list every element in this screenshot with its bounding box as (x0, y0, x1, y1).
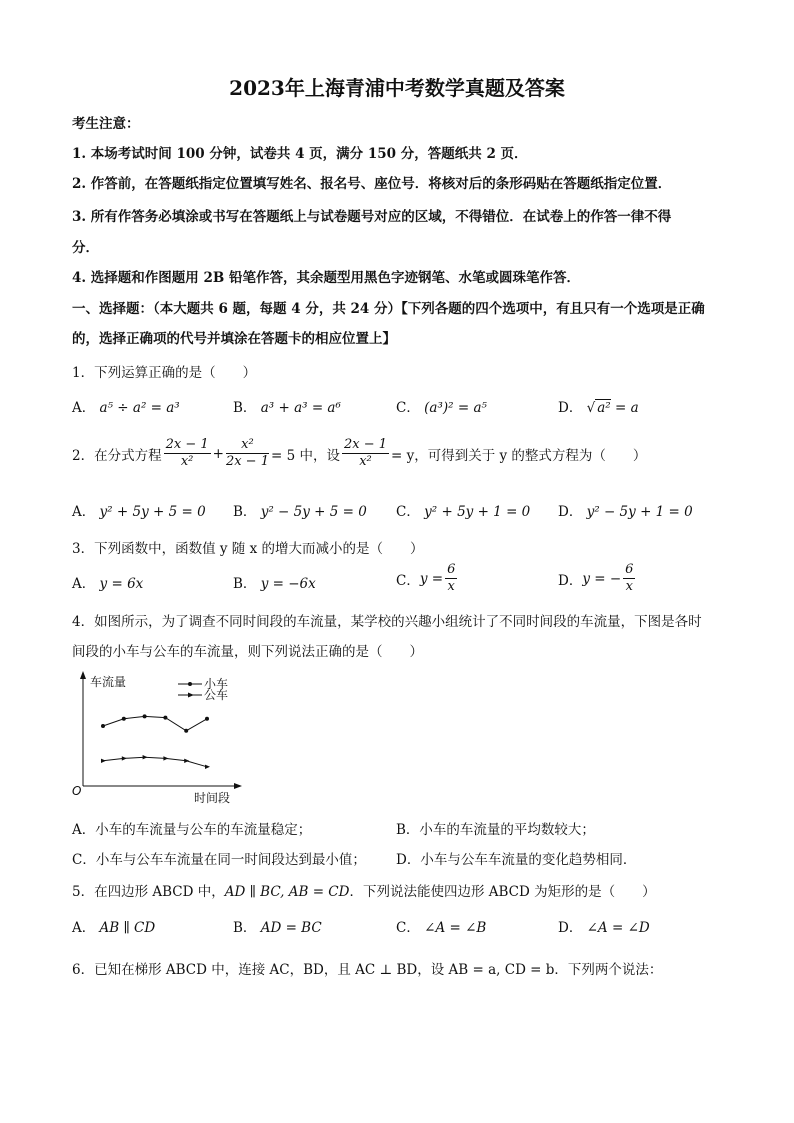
q2-f1-den: x² (180, 454, 194, 469)
q3-c-num: 6 (447, 562, 456, 577)
q5-c-text: ∠A = ∠B (424, 920, 487, 936)
series-0-point-1 (122, 717, 126, 721)
q2-fraction-3 (342, 437, 389, 470)
q1-d-rhs: = a (610, 400, 639, 416)
q2-stem (72, 437, 646, 470)
series-1-point-0 (101, 759, 106, 763)
series-1-point-3 (163, 756, 168, 760)
q3-c-label: C． (396, 572, 420, 589)
q2-option-d (558, 500, 693, 520)
q1-option-c (396, 396, 487, 416)
q3-c-fraction (445, 562, 457, 595)
q3-a-text: y = 6x (99, 576, 144, 592)
q2-stem-post: = y，可得到关于 y 的整式方程为（ ） (390, 447, 647, 464)
series-0-point-0 (101, 724, 105, 728)
q3-b-text: y = −6x (260, 576, 316, 592)
q1-option-d (558, 396, 639, 416)
q2-f2-num: x² (226, 437, 269, 454)
notice-item-1: 1. 本场考试时间 100 分钟，试卷共 4 页，满分 150 分，答题纸共 2 页． (72, 146, 528, 162)
q3-d-pre: y = − (582, 570, 622, 587)
q5-option-a (72, 916, 155, 936)
x-axis-label: 时间段 (194, 791, 231, 805)
y-axis-label: 车流量 (90, 675, 127, 689)
q2-f1-num: 2x − 1 (165, 437, 209, 452)
q2-c-label: C． (396, 504, 420, 520)
origin-label: O (72, 784, 82, 798)
q2-plus: + (212, 445, 224, 462)
q5-d-text: ∠A = ∠D (586, 920, 650, 936)
series-0-point-5 (205, 717, 209, 721)
q1-a-text: a⁵ ÷ a² = a³ (99, 400, 180, 416)
series-line-0 (103, 716, 207, 730)
series-1-point-1 (122, 756, 127, 760)
chart-legend (178, 677, 228, 702)
q1-option-b (233, 396, 341, 416)
series-0-point-4 (184, 729, 188, 733)
q4-stem-line1: 4．如图所示，为了调查不同时间段的车流量，某学校的兴趣小组统计了不同时间段的车流量，下图是各时 (72, 614, 702, 630)
q4-option-b: B．小车的车流量的平均数较大； (396, 822, 595, 838)
q3-b-label: B． (233, 576, 257, 592)
legend-marker-bus (188, 693, 194, 698)
q4-stem-line2: 间段的小车与公车的车流量，则下列说法正确的是（ ） (72, 644, 423, 660)
q2-a-text: y² + 5y + 5 = 0 (99, 504, 206, 520)
q5-stem-post: ．下列说法能使四边形 ABCD 为矩形的是（ ） (349, 884, 656, 900)
q3-c-pre: y = (419, 570, 444, 587)
q3-d-den: x (625, 579, 633, 594)
series-0-point-3 (163, 716, 167, 720)
q1-d-label: D． (558, 400, 583, 416)
q3-option-a (72, 572, 143, 592)
q5-stem-pre: 5．在四边形 ABCD 中， (72, 884, 225, 900)
q2-option-c (396, 500, 530, 520)
page-title: 2023年上海青浦中考数学真题及答案 (229, 76, 565, 100)
q2-stem-pre: 2．在分式方程 (72, 447, 162, 464)
notice-item-2: 2. 作答前，在答题纸指定位置填写姓名、报名号、座位号．将核对后的条形码贴在答题纸指定位置． (72, 176, 672, 192)
q2-eq5: = 5 中，设 (270, 447, 340, 464)
legend-label-bus: 公车 (204, 688, 229, 702)
q4-option-a: A．小车的车流量与公车的车流量稳定； (72, 822, 312, 838)
series-line-1 (103, 757, 207, 767)
q2-d-text: y² − 5y + 1 = 0 (586, 504, 693, 520)
q2-b-label: B． (233, 504, 257, 520)
q1-d-text: √ a² = a (586, 400, 639, 416)
q1-stem: 1．下列运算正确的是（ ） (72, 365, 257, 381)
legend-marker-small-car (188, 682, 192, 686)
q3-option-d (558, 562, 637, 595)
q2-fraction-2 (226, 437, 269, 470)
q6-stem: 6．已知在梯形 ABCD 中，连接 AC，BD，且 AC ⊥ BD，设 AB = a, CD = b．下列两个说法： (72, 962, 663, 978)
series-1-point-5 (205, 765, 210, 769)
q1-a-label: A． (72, 400, 96, 416)
q1-c-text: (a³)² = a⁵ (424, 400, 487, 416)
section-heading-line2: 的，选择正确项的代号并填涂在答题卡的相应位置上】 (72, 331, 396, 347)
q3-stem: 3．下列函数中，函数值 y 随 x 的增大而减小的是（ ） (72, 541, 424, 557)
plot-area (101, 714, 210, 769)
q5-option-d (558, 916, 650, 936)
q4-option-c: C．小车与公车车流量在同一时间段达到最小值； (72, 852, 366, 868)
q3-option-c (396, 562, 459, 595)
q3-a-label: A． (72, 576, 96, 592)
series-0-point-2 (143, 714, 147, 718)
q5-a-text: AB ∥ CD (99, 920, 156, 936)
x-axis-arrow (234, 783, 242, 789)
q3-c-den: x (447, 579, 455, 594)
q1-c-label: C． (396, 400, 420, 416)
q5-b-text: AD = BC (260, 920, 322, 936)
traffic-line-chart (70, 668, 250, 806)
q1-option-a (72, 396, 180, 416)
notice-item-3-cont: 分． (72, 240, 99, 256)
q5-a-label: A． (72, 920, 96, 936)
legend-label-small-car: 小车 (204, 677, 229, 691)
q2-d-label: D． (558, 504, 583, 520)
y-axis-arrow (80, 671, 86, 679)
q2-f3-den: x² (359, 454, 372, 469)
q1-b-text: a³ + a³ = a⁶ (260, 400, 341, 416)
q3-option-b (233, 572, 316, 592)
q3-d-fraction (623, 562, 635, 595)
q1-d-radicand: a² (597, 400, 611, 416)
q2-f3-num: 2x − 1 (343, 437, 387, 452)
q2-a-label: A． (72, 504, 96, 520)
notice-heading: 考生注意： (72, 116, 140, 132)
q5-option-b (233, 916, 322, 936)
q2-option-b (233, 500, 367, 520)
series-1-point-4 (184, 759, 189, 763)
q5-d-label: D． (558, 920, 583, 936)
notice-item-4: 4. 选择题和作图题用 2B 铅笔作答，其余题型用黑色字迹钢笔、水笔或圆珠笔作答． (72, 270, 580, 286)
q5-option-c (396, 916, 486, 936)
q2-c-text: y² + 5y + 1 = 0 (424, 504, 531, 520)
q2-b-text: y² − 5y + 5 = 0 (260, 504, 367, 520)
q2-option-a (72, 500, 206, 520)
section-heading-line1: 一、选择题：（本大题共 6 题，每题 4 分，共 24 分）【下列各题的四个选项中，有且只有一个选项是正确 (72, 301, 705, 317)
q5-c-label: C． (396, 920, 420, 936)
q5-stem (72, 880, 656, 900)
q2-f2-den: 2x − 1 (225, 454, 269, 469)
q3-d-num: 6 (625, 562, 634, 577)
q5-b-label: B． (233, 920, 257, 936)
q4-option-d: D．小车与公车车流量的变化趋势相同． (396, 852, 637, 868)
series-1-point-2 (143, 755, 148, 759)
q1-b-label: B． (233, 400, 257, 416)
q5-condition: AD ∥ BC, AB = CD (224, 884, 350, 900)
q2-fraction-1 (164, 437, 211, 470)
notice-item-3: 3. 所有作答务必填涂或书写在答题纸上与试卷题号对应的区域，不得错位．在试卷上的作答一律不得 (72, 209, 672, 225)
q3-d-label: D． (558, 572, 583, 589)
